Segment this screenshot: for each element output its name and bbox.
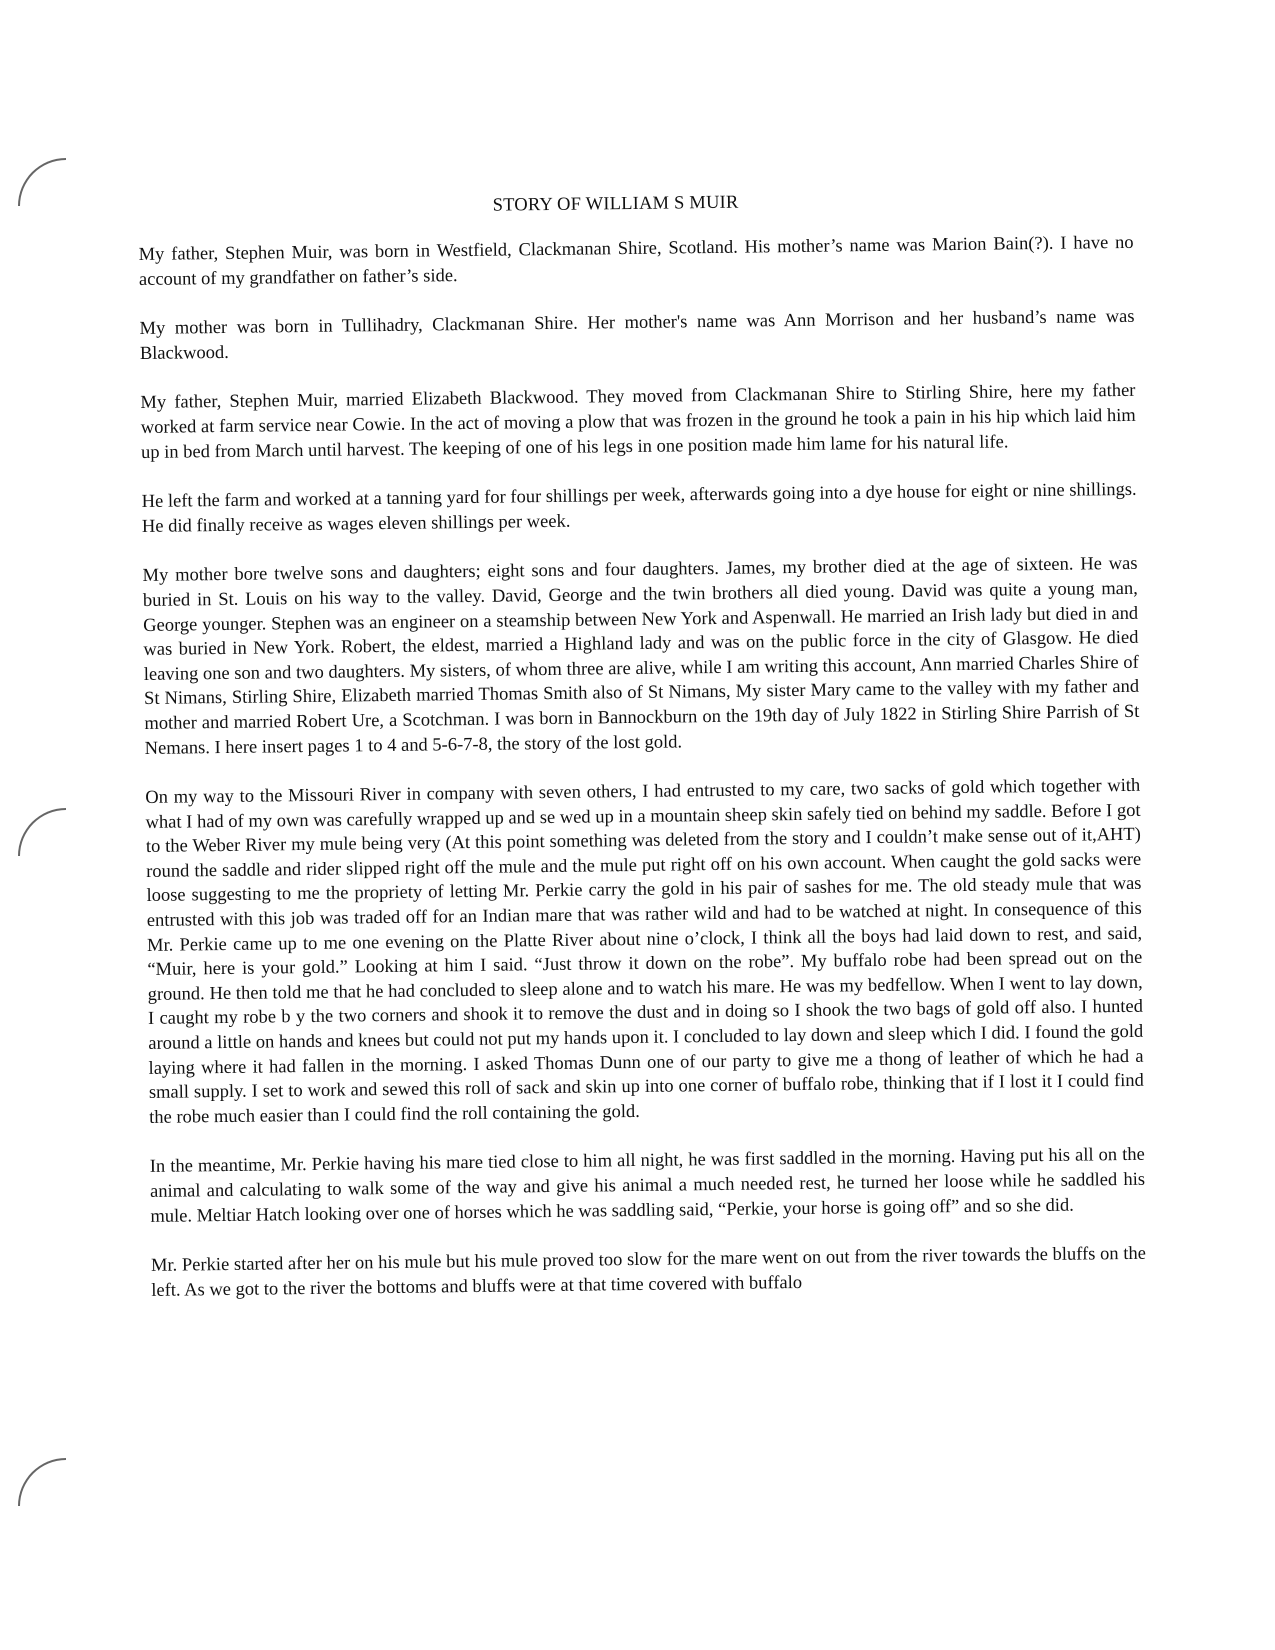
binder-hole-mark [18,808,66,856]
paragraph-meantime: In the meantime, Mr. Perkie having his mare tied close to him all night, he was first saddled in the morning. Having put his all on the animal and calculating to walk some of the way and give his animal a much needed rest, he turned her loose while he saddled his mule. Meltiar Hatch looking over one of horses which he was saddling said, “Perkie, your horse is going off” and so she did. [149,1145,1146,1227]
binder-hole-mark [18,1458,66,1506]
document-title: STORY OF WILLIAM S MUIR [492,192,739,216]
paragraph-work: He left the farm and worked at a tanning yard for four shillings per week, afterwards going into a dye house for eight or nine shillings. He did finally receive as wages eleven shillings per week. [141,479,1137,537]
document-page [138,188,1147,1328]
paragraph-gold-story: On my way to the Missouri River in company with seven others, I had entrusted to my care, two sacks of gold which together with what I had of my own was carefully wrapped up and se wed up in a mountain sheep skin safely tied on behind my saddle. Before I got to the Weber River my mule being very (At this point something was deleted from the story and I couldn’t make sense out of it,AHT) round the saddle and rider slipped right off the mule and the mule put right off on his own account. When caught the gold sacks were loose suggesting to me the propriety of letting Mr. Perkie carry the gold in his pair of sashes for me. The old steady mule that was entrusted with this job was traded off for an Indian mare that was rather wild and had to be watched at night. In consequence of this Mr. Perkie came up to me one evening on the Platte River about nine o’clock, I think all the boys had laid down to rest, and said, “Muir, here is your gold.” Looking at him I said. “Just throw it down on the robe”. My buffalo robe had been spread out on the ground. He then told me that he had concluded to sleep alone and to watch his mare. He was my bedfellow. When I went to lay down, I caught my robe b y the two corners and shook it to remove the dust and in doing so I shook the two bags of gold off also. I hunted around a little on hands and knees but could not put my hands upon it. I concluded to lay down and sleep which I did. I found the gold laying where it had fallen in the morning. I asked Thomas Dunn one of our party to give me a thong of leather of which he had a small supply. I set to work and sewed this roll of sack and skin up into one corner of buffalo robe, thinking that if I lost it I could find the robe much easier than I could find the roll containing the gold. [145,775,1144,1128]
paragraph-siblings: My mother bore twelve sons and daughters; eight sons and four daughters. James, my brother died at the age of sixteen. He was buried in St. Louis on his way to the valley. David, George and the twin brothers all died young. David was quite a young man, George younger. Stephen was an engineer on a steamship between New York and Aspenwall. He married an Irish lady but died in and was buried in New York. Robert, the eldest, married a Highland lady and was on the public force in the city of Glasgow. He died leaving one son and two daughters. My sisters, of whom three are alive, while I am writing this account, Ann married Charles Shire of St Nimans, Stirling Shire, Elizabeth married Thomas Smith also of St Nimans, My sister Mary came to the valley with my father and mother and married Robert Ure, a Scotchman. I was born in Bannockburn on the 19th day of July 1822 in Stirling Shire Parrish of St Nemans. I here insert pages 1 to 4 and 5-6-7-8, the story of the lost gold. [142,554,1140,759]
paragraph-pursuit: Mr. Perkie started after her on his mule but his mule proved too slow for the mare went on out from the river towards the bluffs on the left. As we got to the river the bottoms and bluffs were at that time covered with buffalo [150,1243,1147,1301]
paragraph-mother: My mother was born in Tullihadry, Clackmanan Shire. Her mother's name was Ann Morrison and her husband’s name was Blackwood. [139,307,1135,364]
binder-hole-mark [18,158,66,206]
paragraph-marriage: My father, Stephen Muir, married Elizabeth Blackwood. They moved from Clackmanan Shire to Stirling Shire, here my father worked at farm service near Cowie. In the act of moving a plow that was frozen in the ground he took a pain in his hip which laid him up in bed from March until harvest. The keeping of one of his legs in one position made him lame for his natural life. [140,381,1136,463]
paragraph-father: My father, Stephen Muir, was born in Westfield, Clackmanan Shire, Scotland. His mother’s name was Marion Bain(?). I have no account of my grandfather on father’s side. [138,232,1134,290]
